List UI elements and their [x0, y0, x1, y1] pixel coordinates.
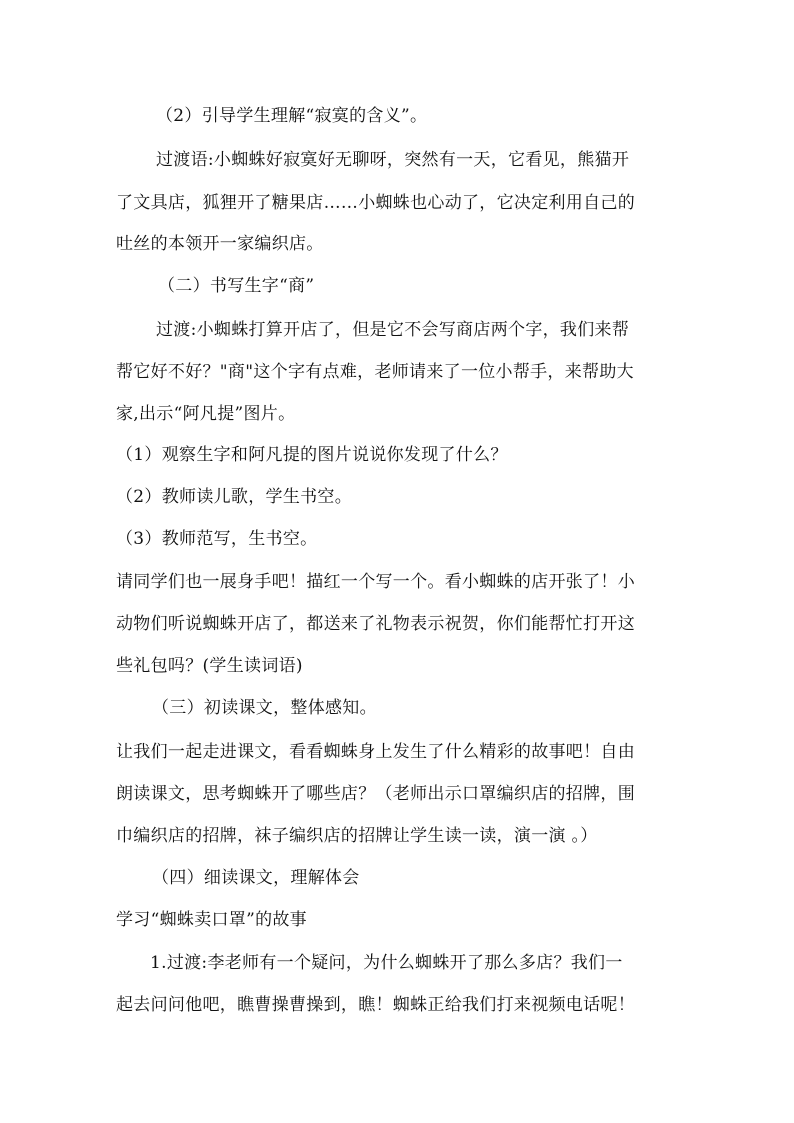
text-line: 过渡:小蜘蛛打算开店了，但是它不会写商店两个字，我们来帮: [156, 320, 630, 340]
text-line: 请同学们也一展身手吧！描红一个写一个。看小蜘蛛的店开张了！小: [116, 572, 635, 592]
text-line: 巾编织店的招牌，袜子编织店的招牌让学生读一读，演一演 。）: [116, 826, 598, 846]
text-line: 帮它好不好？"商"这个字有点难，老师请来了一位小帮手，来帮助大: [116, 362, 634, 382]
text-line: 让我们一起走进课文，看看蜘蛛身上发生了什么精彩的故事吧！自由: [116, 742, 635, 762]
text-line: 家,出示“阿凡提”图片。: [116, 404, 296, 424]
text-line: 学习“蜘蛛卖口罩”的故事: [116, 910, 307, 930]
text-line: 些礼包吗？(学生读词语): [116, 656, 303, 676]
text-line: 吐丝的本领开一家编织店。: [116, 234, 324, 254]
list-item: （2）教师读儿歌，学生书空。: [116, 487, 353, 507]
text-line: 起去问问他吧，瞧曹操曹操到，瞧！蜘蛛正给我们打来视频电话呢！: [116, 995, 635, 1015]
text-line: 了文具店，狐狸开了糖果店……小蜘蛛也心动了，它决定利用自己的: [116, 193, 635, 213]
list-item: （3）教师范写，生书空。: [116, 529, 318, 549]
section-heading: （三）初读课文，整体感知。: [152, 698, 377, 718]
text-line: 1.过渡:李老师有一个疑问，为什么蜘蛛开了那么多店？我们一: [150, 953, 623, 973]
section-heading: （四）细读课文，理解体会: [152, 868, 360, 888]
text-line: 过渡语:小蜘蛛好寂寞好无聊呀，突然有一天，它看见，熊猫开: [156, 150, 630, 170]
list-item: （1）观察生字和阿凡提的图片说说你发现了什么？: [116, 445, 508, 465]
text-line: （2）引导学生理解“寂寞的含义”。: [156, 106, 428, 126]
section-heading: （二）书写生字“商”: [158, 276, 315, 296]
text-line: 朗读课文，思考蜘蛛开了哪些店？（老师出示口罩编织店的招牌，围: [116, 784, 635, 804]
text-line: 动物们听说蜘蛛开店了，都送来了礼物表示祝贺，你们能帮忙打开这: [116, 614, 635, 634]
